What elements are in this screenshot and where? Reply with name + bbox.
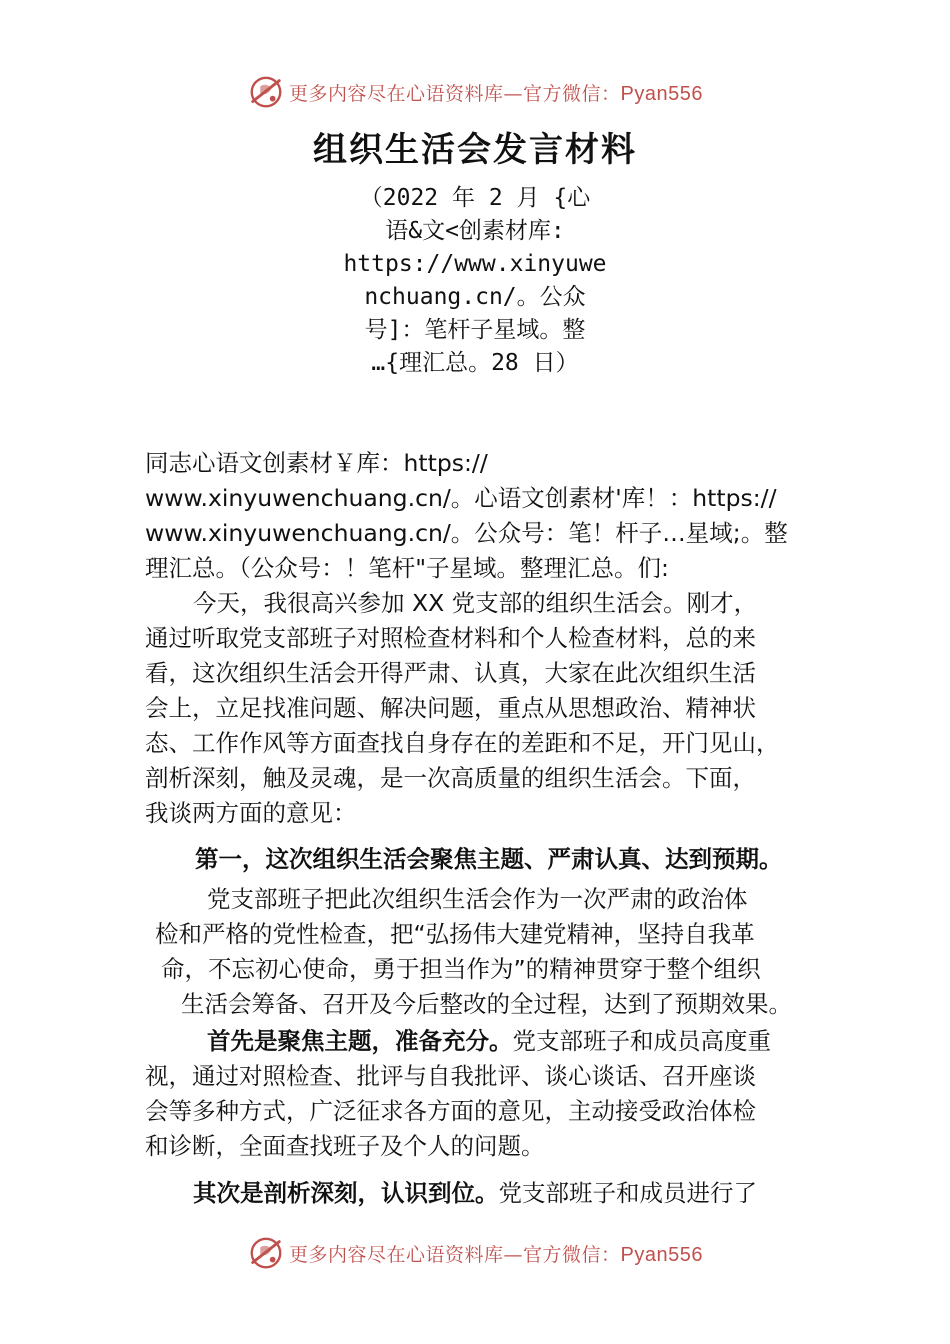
text-line: 会等多种方式，广泛征求各方面的意见，主动接受政治体检	[145, 1097, 756, 1125]
text-line: 态、工作作风等方面查找自身存在的差距和不足，开门见山，	[145, 729, 780, 757]
footer-banner	[0, 1233, 950, 1273]
text-line: 检和严格的党性检查，把“弘扬伟大建党精神，坚持自我革	[155, 920, 755, 948]
section-heading: 第一，这次组织生活会聚焦主题、严肃认真、达到预期。	[195, 845, 783, 873]
text-line: 理汇总。（公众号：！笔杆"子星域。整理汇总。们:	[145, 554, 669, 582]
text-line: 看，这次组织生活会开得严肃、认真，大家在此次组织生活	[145, 659, 756, 687]
text-line: 党支部班子把此次组织生活会作为一次严肃的政治体	[207, 885, 748, 913]
text-line: 剖析深刻，触及灵魂，是一次高质量的组织生活会。下面，	[145, 764, 756, 792]
text-line: 首先是聚焦主题，准备充分。党支部班子和成员高度重	[207, 1027, 771, 1055]
brand-logo-icon	[247, 1234, 285, 1272]
intro-paragraph	[145, 586, 825, 831]
subtitle-line: …{理汇总。28 日）	[371, 350, 579, 376]
subtitle-line: 语&文<创素材库:	[385, 218, 565, 244]
emphasis-text: 其次是剖析深刻，认识到位。	[193, 1179, 499, 1207]
text-line: 通过听取党支部班子对照检查材料和个人检查材料，总的来	[145, 624, 756, 652]
subtitle-line: （2022 年 2 月 {心	[359, 185, 591, 211]
text-line: 同志心语文创素材￥库：https://	[145, 449, 488, 477]
text-line: 视，通过对照检查、批评与自我批评、谈心谈话、召开座谈	[145, 1062, 756, 1090]
section-paragraph	[145, 882, 825, 1022]
subtitle-line: nchuang.cn/。公众	[364, 284, 586, 310]
subtitle-line: https://www.xinyuwe	[343, 251, 607, 277]
header-banner	[0, 72, 950, 112]
document-subtitle	[325, 182, 625, 380]
text-line: www.xinyuwenchuang.cn/。公众号：笔！杆子…星域;。整	[145, 519, 788, 547]
text-line: 今天，我很高兴参加 XX 党支部的组织生活会。刚才，	[193, 589, 758, 617]
brand-logo-icon	[247, 73, 285, 111]
document-title: 组织生活会发言材料	[313, 130, 637, 170]
greeting-paragraph	[145, 446, 825, 586]
text-line: 命，不忘初心使命，勇于担当作为”的精神贯穿于整个组织	[161, 955, 761, 983]
text-line: 生活会筹备、召开及今后整改的全过程，达到了预期效果。	[181, 990, 792, 1018]
text-line: 会上，立足找准问题、解决问题，重点从思想政治、精神状	[145, 694, 756, 722]
emphasis-text: 首先是聚焦主题，准备充分。	[207, 1027, 513, 1055]
banner-text: 更多内容尽在心语资料库—官方微信：Pyan556	[289, 82, 703, 105]
text-line: 其次是剖析深刻，认识到位。党支部班子和成员进行了	[193, 1179, 757, 1207]
section-paragraph	[145, 1024, 825, 1164]
subtitle-line: 号]：笔杆子星域。整	[364, 317, 586, 343]
banner-text: 更多内容尽在心语资料库—官方微信：Pyan556	[289, 1243, 703, 1266]
text-line: 我谈两方面的意见：	[145, 799, 357, 827]
text-line: www.xinyuwenchuang.cn/。心语文创素材'库！：https://	[145, 484, 777, 512]
section-paragraph	[145, 1176, 825, 1211]
text-line: 和诊断，全面查找班子及个人的问题。	[145, 1132, 545, 1160]
